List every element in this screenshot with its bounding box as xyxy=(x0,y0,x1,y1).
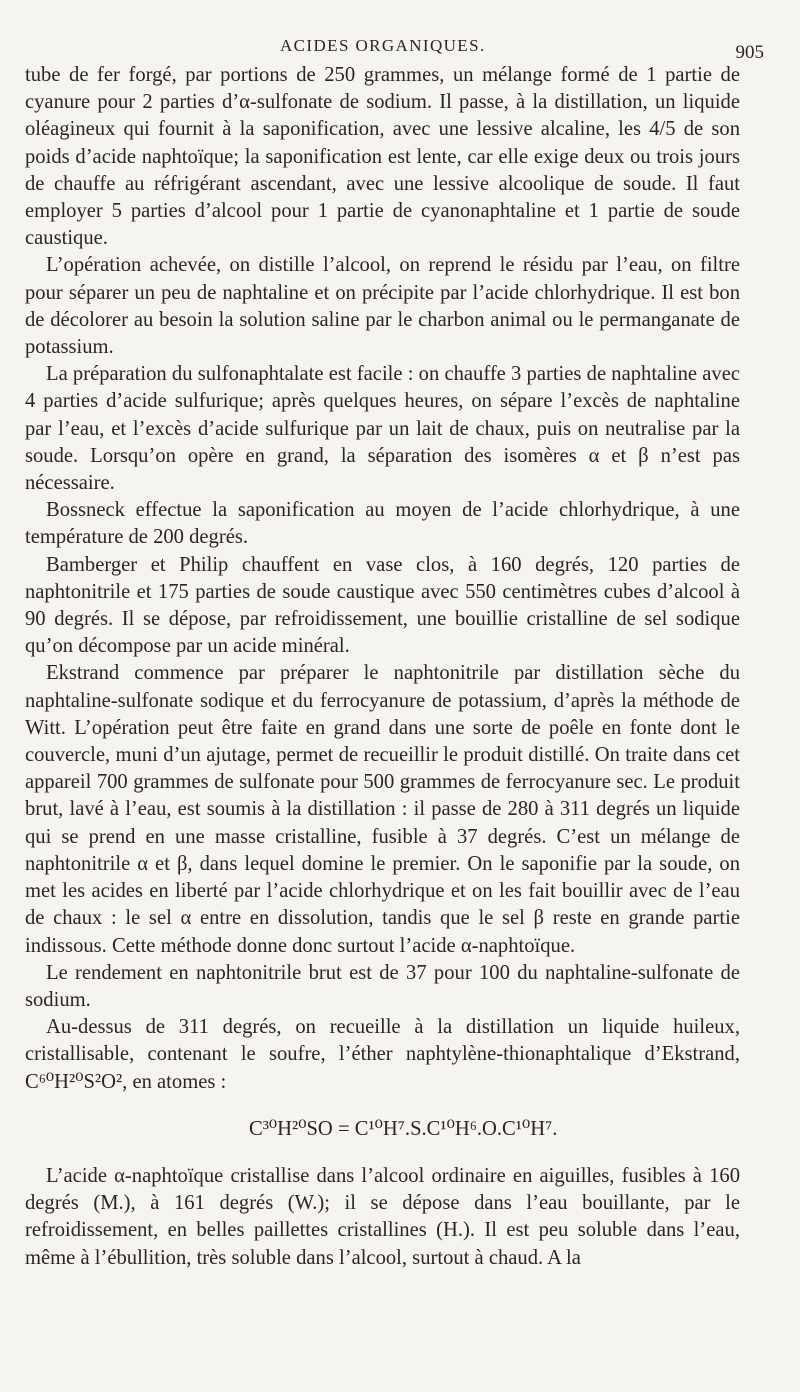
paragraph: Au-dessus de 311 degrés, on recueille à la distillation un liquide huileux, cristallisable, contenant le soufre, l’éther naphtylène-thionaphtalique d’Ekstrand, C⁶⁰H²⁰S²O², en atomes : xyxy=(25,1016,740,1093)
paragraph: Ekstrand commence par préparer le naphtonitrile par distillation sèche du naphtaline-sulfonate sodique et du ferrocyanure de potassium, d’après la méthode de Witt. L’opération peut être faite en grand dans une sorte de poêle en fonte dont le couvercle, muni d’un ajutage, permet de recueillir le produit distillé. On traite dans cet appareil 700 grammes de sulfonate pour 500 grammes de ferrocyanure sec. Le produit brut, lavé à l’eau, est soumis à la distillation : il passe de 280 à 311 degrés un liquide qui se prend en une masse cristalline, fusible à 37 degrés. C’est un mélange de naphtonitrile α et β, dans lequel domine le premier. On le saponifie par la soude, on met les acides en liberté par l’acide chlorhydrique et on les fait bouillir avec de l’eau de chaux : le sel α entre en dissolution, tandis que le sel β reste en grande partie indissous. Cette méthode donne donc surtout l’acide α-naphtoïque. xyxy=(25,662,740,957)
running-title: ACIDES ORGANIQUES. xyxy=(280,36,486,55)
paragraph: tube de fer forgé, par portions de 250 grammes, un mélange formé de 1 partie de cyanure pour 2 parties d’α-sulfonate de sodium. Il passe, à la distillation, un liquide oléagineux qui fournit à la saponification, avec une lessive alcaline, les 4/5 de son poids d’acide naphtoïque; la saponification est lente, car elle exige deux ou trois jours de chauffe au réfrigérant ascendant, avec une lessive alcoolique de soude. Il faut employer 5 parties d’alcool pour 1 partie de cyanonaphtaline et 1 partie de soude caustique. xyxy=(25,64,740,250)
chemical-formula: C³⁰H²⁰SO = C¹⁰H⁷.S.C¹⁰H⁶.O.C¹⁰H⁷. xyxy=(249,1117,558,1140)
paragraph: L’opération achevée, on distille l’alcool, on reprend le résidu par l’eau, on filtre pour séparer un peu de naphtaline et on précipite par l’acide chlorhydrique. Il est bon de décolorer au besoin la solution saline par le charbon animal ou le permanganate de potassium. xyxy=(25,254,740,359)
paragraph: L’acide α-naphtoïque cristallise dans l’alcool ordinaire en aiguilles, fusibles à 160 degrés (M.), à 161 degrés (W.); il se dépose dans l’eau bouillante, par le refroidissement, en belles paillettes cristallines (H.). Il est peu soluble dans l’eau, même à l’ébullition, très soluble dans l’alcool, surtout à chaud. A la xyxy=(25,1164,740,1269)
paragraph: Le rendement en naphtonitrile brut est de 37 pour 100 du naphtaline-sulfonate de sodium. xyxy=(25,961,740,1011)
paragraph: La préparation du sulfonaphtalate est facile : on chauffe 3 parties de naphtaline avec 4 parties d’acide sulfurique; après quelques heures, on sépare l’excès de naphtaline par l’eau, et l’excès d’acide sulfurique par un lait de chaux, puis on neutralise par la soude. Lorsqu’on opère en grand, la séparation des isomères α et β n’est pas nécessaire. xyxy=(25,363,740,495)
paragraph: Bossneck effectue la saponification au moyen de l’acide chlorhydrique, à une température de 200 degrés. xyxy=(25,499,740,549)
page-number: 905 xyxy=(735,42,764,63)
body-text xyxy=(25,62,740,1272)
paragraph: Bamberger et Philip chauffent en vase clos, à 160 degrés, 120 parties de naphtonitrile et 175 parties de soude caustique avec 550 centimètres cubes d’alcool à 90 degrés. Il se dépose, par refroidissement, une bouillie cristalline de sel sodique qu’on décompose par un acide minéral. xyxy=(25,553,740,658)
page-header xyxy=(0,28,800,62)
